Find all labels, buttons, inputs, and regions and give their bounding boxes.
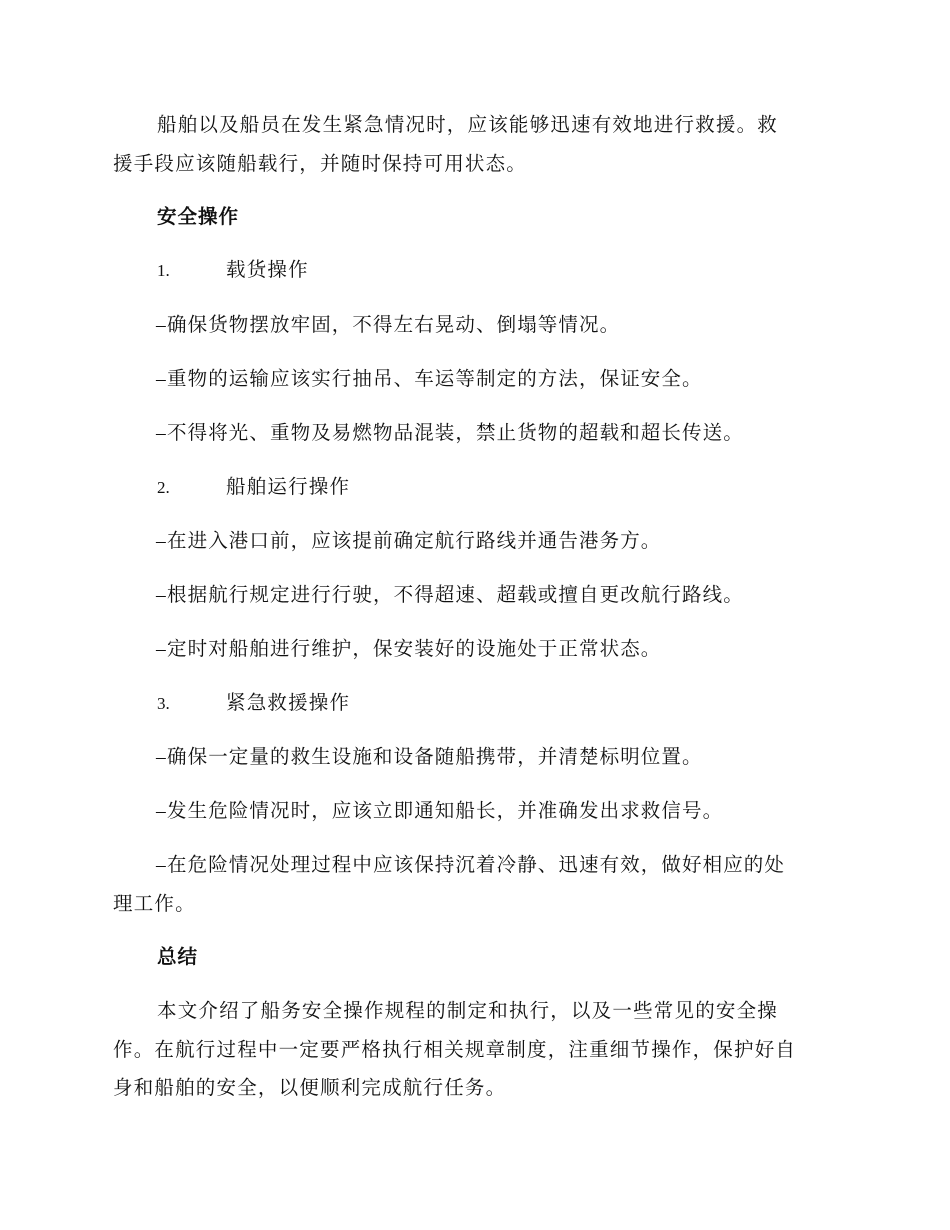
bullet-text: 在危险情况处理过程中应该保持沉着冷静、迅速有效，做好相应的处 — [167, 853, 786, 876]
bullet-text: 确保货物摆放牢固，不得左右晃动、倒塌等情况。 — [167, 313, 621, 336]
bullet-dash: – — [156, 747, 166, 768]
item-3-label: 紧急救援操作 — [226, 691, 351, 714]
bullet-3-3 — [156, 851, 785, 880]
summary-line-3: 身和船舶的安全，以便顺利完成航行任务。 — [113, 1076, 507, 1099]
summary-line-1: 本文介绍了船务安全操作规程的制定和执行，以及一些常见的安全操 — [157, 999, 779, 1022]
bullet-text: 确保一定量的救生设施和设备随船携带，并清楚标明位置。 — [167, 745, 703, 768]
intro-line-1: 船舶以及船员在发生紧急情况时，应该能够迅速有效地进行救援。救 — [157, 113, 779, 136]
bullet-dash: – — [156, 531, 166, 552]
bullet-dash: – — [156, 639, 166, 660]
bullet-text: 发生危险情况时，应该立即通知船长，并准确发出求救信号。 — [167, 799, 724, 822]
bullet-dash: – — [156, 801, 166, 822]
bullet-1-1 — [156, 311, 620, 340]
bullet-dash: – — [156, 585, 166, 606]
bullet-text: 不得将光、重物及易燃物品混装，禁止货物的超载和超长传送。 — [167, 421, 744, 444]
bullet-dash: – — [156, 369, 166, 390]
item-2-label: 船舶运行操作 — [226, 475, 351, 498]
bullet-3-1 — [156, 743, 703, 772]
item-1-label: 载货操作 — [226, 258, 309, 281]
summary-line-2: 作。在航行过程中一定要严格执行相关规章制度，注重细节操作，保护好自 — [113, 1038, 797, 1061]
section-heading-summary: 总结 — [157, 945, 199, 968]
bullet-3-2 — [156, 797, 723, 826]
bullet-text: 重物的运输应该实行抽吊、车运等制定的方法，保证安全。 — [167, 367, 703, 390]
bullet-dash: – — [156, 315, 166, 336]
bullet-2-1 — [156, 527, 661, 556]
bullet-1-3 — [156, 419, 744, 448]
intro-line-2: 援手段应该随船载行，并随时保持可用状态。 — [113, 152, 528, 175]
bullet-3-3-continuation: 理工作。 — [113, 892, 196, 915]
bullet-2-2 — [156, 581, 744, 610]
bullet-dash: – — [156, 855, 166, 876]
bullet-text: 根据航行规定进行行驶，不得超速、超载或擅自更改航行路线。 — [167, 583, 744, 606]
bullet-dash: – — [156, 423, 166, 444]
item-3-number: 3. — [157, 694, 170, 713]
bullet-1-2 — [156, 365, 703, 394]
section-heading-safety: 安全操作 — [157, 205, 240, 228]
bullet-text: 在进入港口前，应该提前确定航行路线并通告港务方。 — [167, 529, 662, 552]
item-1-number: 1. — [157, 261, 170, 280]
item-2-number: 2. — [157, 478, 170, 497]
bullet-text: 定时对船舶进行维护，保安装好的设施处于正常状态。 — [167, 637, 662, 660]
bullet-2-3 — [156, 635, 661, 664]
